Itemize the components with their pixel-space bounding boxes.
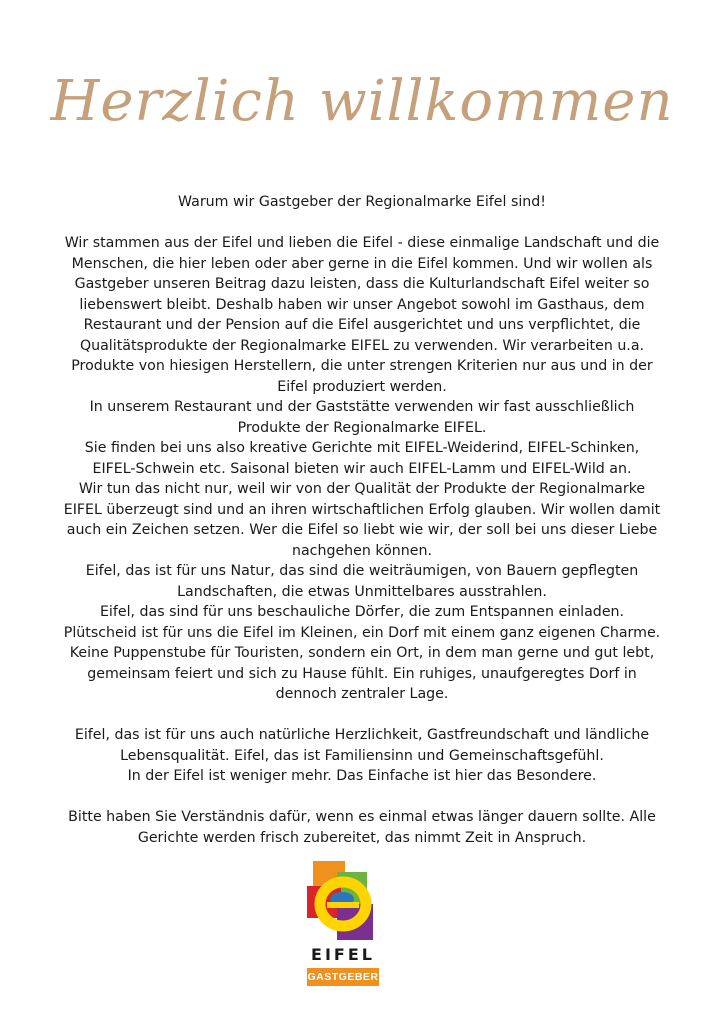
text-line: Menschen, die hier leben oder aber gerne in die Eifel kommen. Und wir wollen als xyxy=(71,255,653,272)
eifel-gastgeber-logo xyxy=(307,858,379,988)
text-line: dennoch zentraler Lage. xyxy=(275,686,449,702)
text-line: In unserem Restaurant und der Gaststätte verwenden wir fast ausschließlich xyxy=(89,399,635,415)
text-line: auch ein Zeichen setzen. Wer die Eifel so liebt wie wir, der soll bei uns dieser Liebe xyxy=(66,522,658,538)
eifel-logo-icon xyxy=(307,858,379,944)
text-line: In der Eifel ist weniger mehr. Das Einfache ist hier das Besondere. xyxy=(127,768,597,784)
text-line: EIFEL-Schwein etc. Saisonal bieten wir auch EIFEL-Lamm und EIFEL-Wild an. xyxy=(92,460,632,477)
page-title: Herzlich willkommen xyxy=(50,69,674,134)
text-line: Bitte haben Sie Verständnis dafür, wenn es einmal etwas länger dauern sollte. Alle xyxy=(68,809,656,825)
text-line: nachgehen können. xyxy=(291,542,433,559)
text-line: Wir stammen aus der Eifel und lieben die Eifel - diese einmalige Landschaft und die xyxy=(64,235,660,251)
spacer xyxy=(60,705,664,726)
text-line: gemeinsam feiert und sich zu Hause fühlt. Ein ruhiges, unaufgeregtes Dorf in xyxy=(87,665,637,682)
text-line: Produkte der Regionalmarke EIFEL. xyxy=(237,419,487,436)
text-line: Landschaften, die etwas Unmittelbares ausstrahlen. xyxy=(177,583,547,600)
text-line: Eifel, das sind für uns beschauliche Dörfer, die zum Entspannen einladen. xyxy=(99,604,625,620)
text-line: Plütscheid ist für uns die Eifel im Kleinen, ein Dorf mit einem ganz eigenen Charme. xyxy=(63,624,661,641)
text-line: Eifel produziert werden. xyxy=(277,378,447,395)
body-text xyxy=(60,192,664,848)
logo-badge: GASTGEBER xyxy=(307,968,379,986)
text-line: Eifel, das ist für uns Natur, das sind die weiträumigen, von Bauern gepflegten xyxy=(85,563,639,579)
text-line: Gastgeber unseren Beitrag dazu leisten, dass die Kulturlandschaft Eifel weiter so xyxy=(74,276,650,292)
logo-wordmark: EIFEL xyxy=(311,945,375,964)
spacer xyxy=(60,787,664,808)
text-line: liebenswert bleibt. Deshalb haben wir unser Angebot sowohl im Gasthaus, dem xyxy=(79,296,645,313)
logo-e-bar xyxy=(327,902,359,908)
intro-line: Warum wir Gastgeber der Regionalmarke Eifel sind! xyxy=(178,194,546,210)
text-line: Keine Puppenstube für Touristen, sondern ein Ort, in dem man gerne und gut lebt, xyxy=(69,645,655,661)
text-line: EIFEL überzeugt sind und an ihren wirtschaftlichen Erfolg glauben. Wir wollen damit xyxy=(63,501,661,518)
text-line: Gerichte werden frisch zubereitet, das nimmt Zeit in Anspruch. xyxy=(137,829,587,846)
text-line: Restaurant und der Pension auf die Eifel ausgerichtet und uns verpflichtet, die xyxy=(83,317,641,333)
text-line: Eifel, das ist für uns auch natürliche Herzlichkeit, Gastfreundschaft und ländliche xyxy=(74,727,650,743)
text-line: Qualitätsprodukte der Regionalmarke EIFEL zu verwenden. Wir verarbeiten u.a. xyxy=(79,337,645,354)
text-line: Sie finden bei uns also kreative Gerichte mit EIFEL-Weiderind, EIFEL-Schinken, xyxy=(84,440,640,456)
text-line: Produkte von hiesigen Herstellern, die unter strengen Kriterien nur aus und in der xyxy=(71,358,653,374)
text-line: Wir tun das nicht nur, weil wir von der Qualität der Produkte der Regionalmarke xyxy=(78,481,646,497)
text-line: Lebensqualität. Eifel, das ist Familiensinn und Gemeinschaftsgefühl. xyxy=(120,747,604,764)
spacer xyxy=(60,213,664,234)
